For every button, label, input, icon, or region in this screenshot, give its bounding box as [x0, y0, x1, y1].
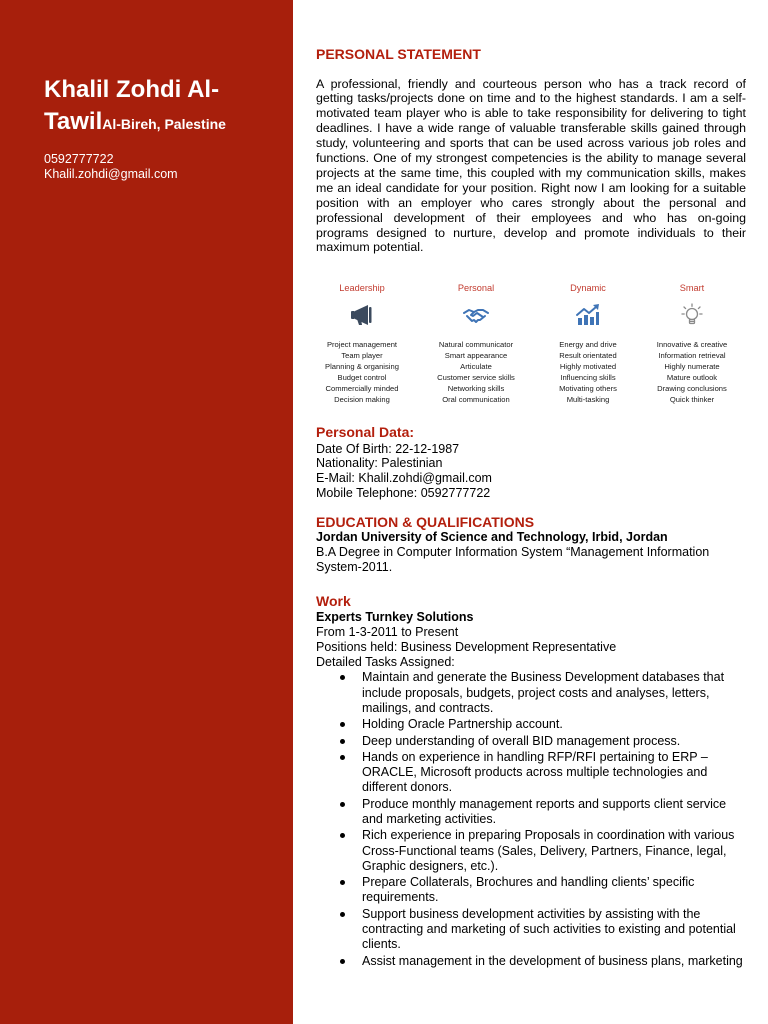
- sidebar: [0, 0, 293, 1024]
- skill-item: Highly numerate: [664, 361, 720, 371]
- work-body: [316, 610, 746, 670]
- personal-data-line: Date Of Birth: 22-12-1987: [316, 441, 460, 456]
- company-name: Experts Turnkey Solutions: [316, 609, 474, 624]
- skill-column-smart: [641, 282, 743, 405]
- skill-item: Drawing conclusions: [657, 383, 727, 393]
- task-item: [316, 670, 743, 716]
- skill-item: Project management: [326, 339, 398, 349]
- skill-item: Customer service skills: [437, 372, 515, 382]
- skill-item: Oral communication: [442, 394, 510, 404]
- task-line: Prepare Collaterals, Brochures and handling clients’ specific: [362, 875, 695, 890]
- skill-column-title: Leadership: [339, 282, 385, 293]
- skill-item: Motivating others: [559, 383, 617, 393]
- degree-line: System-2011.: [316, 559, 393, 574]
- task-line: Deep understanding of overall BID management process.: [362, 733, 681, 748]
- skill-item: Result orientated: [559, 350, 617, 360]
- location: Al-Bireh, Palestine: [102, 116, 226, 132]
- skill-column-leadership: [307, 282, 417, 405]
- skill-item: Information retrieval: [658, 350, 726, 360]
- work-position: Positions held: Business Development Representative: [316, 639, 617, 654]
- handshake-icon: [463, 303, 489, 327]
- task-line: Support business development activities by assisting with the: [362, 906, 701, 921]
- education-body: [316, 530, 746, 575]
- skill-item: Energy and drive: [559, 339, 617, 349]
- task-item: [316, 734, 743, 749]
- institution-name: Jordan University of Science and Technology, Irbid, Jordan: [316, 529, 668, 544]
- statement-line: professional development of their employees and who has on-going: [316, 210, 746, 225]
- statement-line: functions. One of my strongest competencies is the ability to manage several: [316, 151, 746, 166]
- skill-item: Team player: [341, 350, 383, 360]
- email-address: Khalil.zohdi@gmail.com: [44, 166, 178, 181]
- growth-chart-icon: [575, 303, 601, 327]
- skill-column-title: Personal: [457, 282, 495, 293]
- name-line-1: Khalil Zohdi Al-: [44, 76, 220, 103]
- skill-item: Mature outlook: [666, 372, 718, 382]
- statement-line: A professional, friendly and courteous person who has a track record of: [316, 76, 746, 91]
- personal-statement-body: [316, 77, 746, 256]
- task-line: Rich experience in preparing Proposals in coordination with various: [362, 828, 735, 843]
- task-line: contracting and marketing of such activities to existing and potential: [362, 921, 736, 936]
- personal-data-line: E-Mail: Khalil.zohdi@gmail.com: [316, 471, 492, 486]
- skill-list: [641, 339, 743, 405]
- skill-item: Articulate: [460, 361, 492, 371]
- skill-column-dynamic: [535, 282, 641, 405]
- skill-column-personal: [417, 282, 535, 405]
- work-period: From 1-3-2011 to Present: [316, 624, 459, 639]
- skill-item: Planning & organising: [325, 361, 399, 371]
- statement-line: programs designed to nurture, develop and promote individuals to their: [316, 225, 746, 240]
- task-item: [316, 750, 743, 796]
- name-line-2: Tawil: [44, 108, 103, 135]
- megaphone-icon: [349, 303, 375, 327]
- phone-number: 0592777722: [44, 151, 114, 166]
- task-line: Assist management in the development of business plans, marketing: [362, 953, 743, 968]
- task-line: ORACLE, Microsoft products across multiple technologies and: [362, 765, 708, 780]
- statement-line: position with an employer who cares strongly about the personal and: [316, 195, 746, 210]
- personal-data-line: Nationality: Palestinian: [316, 456, 443, 471]
- statement-line: motivated team player who is able to take responsibility for delivering to tight: [316, 106, 746, 121]
- personal-data-body: [316, 442, 746, 501]
- skill-item: Budget control: [337, 372, 387, 382]
- skill-list: [535, 339, 641, 405]
- skill-item: Multi-tasking: [566, 394, 610, 404]
- task-item: [316, 717, 743, 732]
- task-item: [316, 828, 743, 874]
- task-line: include proposals, budgets, project costs and analyses, letters,: [362, 685, 710, 700]
- statement-line: me an ideal candidate for your position. Right now I am looking for a suitable: [316, 180, 746, 195]
- skill-item: Quick thinker: [669, 394, 715, 404]
- skill-item: Commercially minded: [325, 383, 399, 393]
- task-line: Cross-Functional teams (Sales, Delivery, Partners, Finance, legal,: [362, 843, 727, 858]
- skill-item: Highly motivated: [559, 361, 617, 371]
- skill-item: Decision making: [334, 394, 390, 404]
- task-line: Produce monthly management reports and supports client service: [362, 796, 727, 811]
- task-line: Holding Oracle Partnership account.: [362, 717, 563, 732]
- statement-line: study, volunteering and sports that can be used across various job roles and: [316, 136, 746, 151]
- task-line: different donors.: [362, 780, 453, 795]
- task-line: Hands on experience in handling RFP/RFI pertaining to ERP –: [362, 749, 708, 764]
- degree-line: B.A Degree in Computer Information System “Management Information: [316, 544, 710, 559]
- task-item: [316, 797, 743, 827]
- skills-graphic: [307, 282, 743, 405]
- skill-list: [417, 339, 535, 405]
- skill-item: Natural communicator: [438, 339, 514, 349]
- task-item: [316, 954, 743, 969]
- skill-list: [307, 339, 417, 405]
- task-item: [316, 907, 743, 953]
- statement-line: maximum potential.: [316, 240, 424, 255]
- personal-data-heading: Personal Data:: [316, 423, 415, 440]
- task-line: requirements.: [362, 890, 439, 905]
- statement-line: getting tasks/projects done on time and to the highest standards. I am a self-: [316, 91, 746, 106]
- education-heading: EDUCATION & QUALIFICATIONS: [316, 513, 535, 530]
- skill-item: Smart appearance: [444, 350, 508, 360]
- contact-block: [44, 152, 178, 182]
- personal-data-line: Mobile Telephone: 0592777722: [316, 485, 491, 500]
- task-line: clients.: [362, 937, 401, 952]
- lightbulb-icon: [679, 303, 705, 327]
- statement-line: deadlines. I have a wide range of valuable transferable skills gained through: [316, 121, 746, 136]
- work-heading: Work: [316, 592, 351, 609]
- skill-column-title: Smart: [679, 282, 705, 293]
- skill-column-title: Dynamic: [570, 282, 606, 293]
- task-line: mailings, and contracts.: [362, 700, 494, 715]
- name-line-2-row: [44, 107, 226, 140]
- task-item: [316, 875, 743, 905]
- task-line: and marketing activities.: [362, 811, 497, 826]
- task-line: Maintain and generate the Business Development databases that: [362, 670, 725, 685]
- skill-item: Innovative & creative: [656, 339, 728, 349]
- tasks-label: Detailed Tasks Assigned:: [316, 654, 455, 669]
- task-list: [316, 670, 743, 970]
- personal-statement-heading: PERSONAL STATEMENT: [316, 45, 481, 62]
- statement-line: projects at the same time, this coupled with my communication skills, makes: [316, 165, 746, 180]
- skill-item: Networking skills: [447, 383, 505, 393]
- skill-item: Influencing skills: [560, 372, 616, 382]
- task-line: Graphic designers, etc.).: [362, 858, 499, 873]
